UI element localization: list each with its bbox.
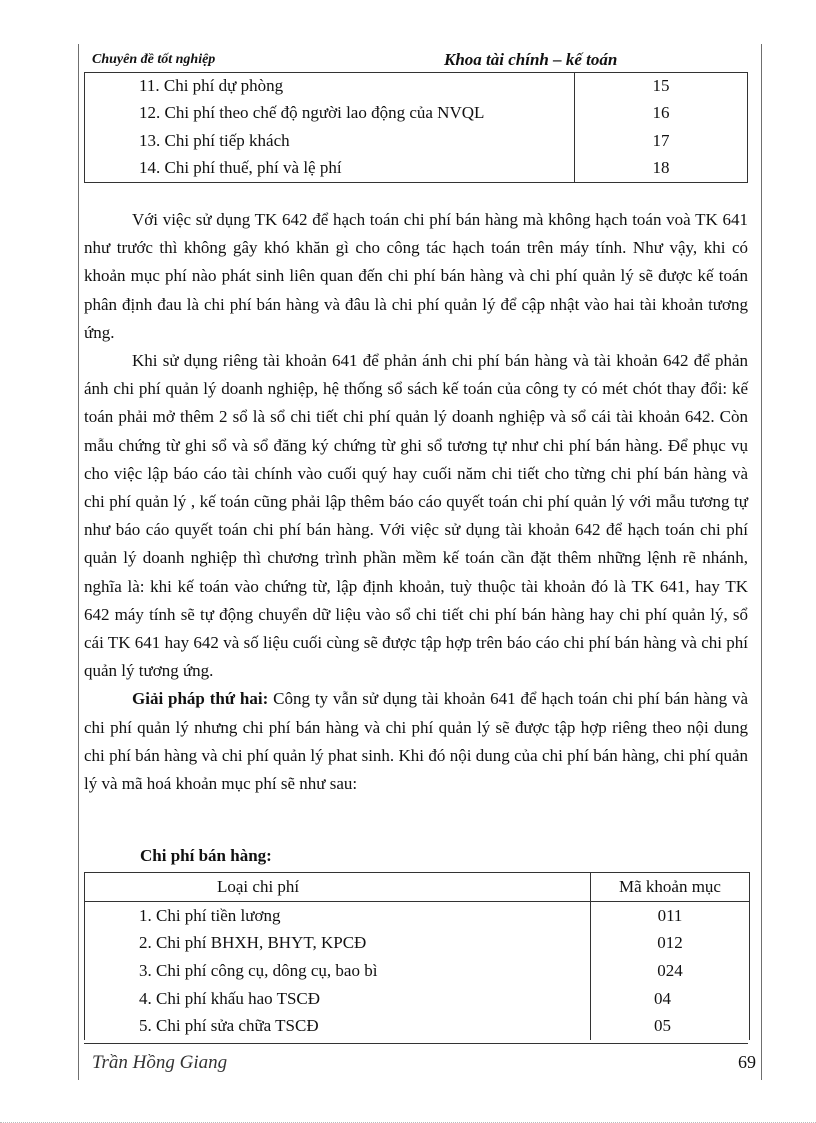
cost-code-cell: 17 (652, 130, 670, 150)
cost-name-cell: 12. Chi phí theo chế độ người lao động của NVQL (85, 100, 575, 128)
paragraph-text: Công ty vẫn sử dụng tài khoản 641 để hạch toán chi phí bán hàng và chi phí quản lý nhưng chi phí bán hàng và chi phí quản lý sẽ được tập hợp riêng theo nội dung chi phí bán hàng và chi phí quản lý phat sinh. Khi đó nội dung của chi phí bán hàng, chi phí quản lý và mã hoá khoản mục phí sẽ như sau: (84, 689, 748, 794)
cost-code-cell: 011 (657, 905, 683, 925)
header-thesis-title: Chuyên đề tốt nghiệp (92, 52, 216, 67)
cost-name-cell: 5. Chi phí sửa chữa TSCĐ (85, 1012, 591, 1040)
table-row (85, 155, 748, 183)
cost-code-cell: 15 (652, 75, 670, 95)
cost-code-table-continued (84, 72, 748, 183)
column-header-cost-type: Loại chi phí (85, 873, 591, 902)
cost-name-cell: 4. Chi phí khấu hao TSCĐ (85, 985, 591, 1013)
table-row (85, 1012, 750, 1040)
cost-code-cell: 18 (652, 158, 670, 178)
cost-code-cell: 05 (654, 1016, 671, 1036)
cost-name-cell: 3. Chi phí công cụ, dông cụ, bao bì (85, 957, 591, 985)
footer-divider (84, 1043, 748, 1044)
body-text (84, 206, 748, 798)
table-row (85, 985, 750, 1013)
paragraph-lead: Giải pháp thứ hai: (132, 689, 269, 709)
column-header-code: Mã khoản mục (591, 873, 750, 902)
cost-code-cell: 012 (657, 933, 683, 953)
page-number: 69 (738, 1052, 756, 1072)
cost-code-cell: 04 (654, 988, 671, 1008)
table-row (85, 127, 748, 155)
header-faculty: Khoa tài chính – kế toán (444, 50, 618, 69)
section-title: Chi phí bán hàng: (140, 846, 272, 865)
cost-name-cell: 14. Chi phí thuế, phí và lệ phí (85, 155, 575, 183)
selling-cost-table (84, 872, 750, 1040)
table-row (85, 902, 750, 930)
paragraph: Với việc sử dụng TK 642 để hạch toán chi phí bán hàng mà không hạch toán voà TK 641 như trước thì không gây khó khăn gì cho công tác hạch toán trên máy tính. Như vậy, khi có khoản mục phí nào phát sinh liên quan đến chi phí bán hàng và chi phí quản lý sẽ được kế toán phân định đau là chi phí bán hàng và đâu là chi phí quản lý để cập nhật vào hai tài khoản tương ứng. (84, 210, 748, 342)
cost-name-cell: 13. Chi phí tiếp khách (85, 127, 575, 155)
page-header (92, 50, 742, 72)
table-row (85, 957, 750, 985)
table-header-row (85, 873, 750, 902)
table-row (85, 72, 748, 100)
cost-name-cell: 1. Chi phí tiền lương (85, 902, 591, 930)
cost-code-cell: 024 (657, 960, 683, 980)
table-row (85, 930, 750, 958)
table-row (85, 100, 748, 128)
cost-name-cell: 11. Chi phí dự phòng (85, 72, 575, 100)
cost-code-cell: 16 (652, 103, 670, 123)
paragraph: Khi sử dụng riêng tài khoản 641 để phản ánh chi phí bán hàng và tài khoản 642 để phản ánh chi phí quản lý doanh nghiệp, hệ thống sổ sách kế toán của công ty có mét chót thay đổi: kế toán phải mở thêm 2 sổ là sổ chi tiết chi phí quản lý doanh nghiệp và sổ cái tài khoản 642. Còn mẫu chứng từ ghi sổ và sổ đăng ký chứng từ ghi sổ tương tự như chi phí bán hàng. Để phục vụ cho việc lập báo cáo tài chính vào cuối quý hay cuối năm chi tiết cho từng chi phí bán hàng và chi phí quản lý , kế toán cũng phải lập thêm báo cáo quyết toán chi phí quản lý với mẫu tương tự như báo cáo quyết toán chi phí bán hàng. Với việc sử dụng tài khoản 642 để hạch toán chi phí quản lý doanh nghiệp thì chương trình phần mềm kế toán cần đặt thêm những lệnh rẽ nhánh, nghĩa là: khi kế toán vào chứng từ, lập định khoản, tuỳ thuộc tài khoản đó là TK 641, hay TK 642 máy tính sẽ tự động chuyển dữ liệu vào sổ chi tiết chi phí bán hàng hay chi phí quản lý, sổ cái TK 641 hay 642 và số liệu cuối cùng sẽ được tập hợp trên báo cáo chi phí bán hàng và chi phí quản lý tương ứng. (84, 351, 748, 681)
paragraph (84, 685, 748, 798)
cost-name-cell: 2. Chi phí BHXH, BHYT, KPCĐ (85, 930, 591, 958)
footer-author: Trần Hồng Giang (92, 1052, 228, 1073)
